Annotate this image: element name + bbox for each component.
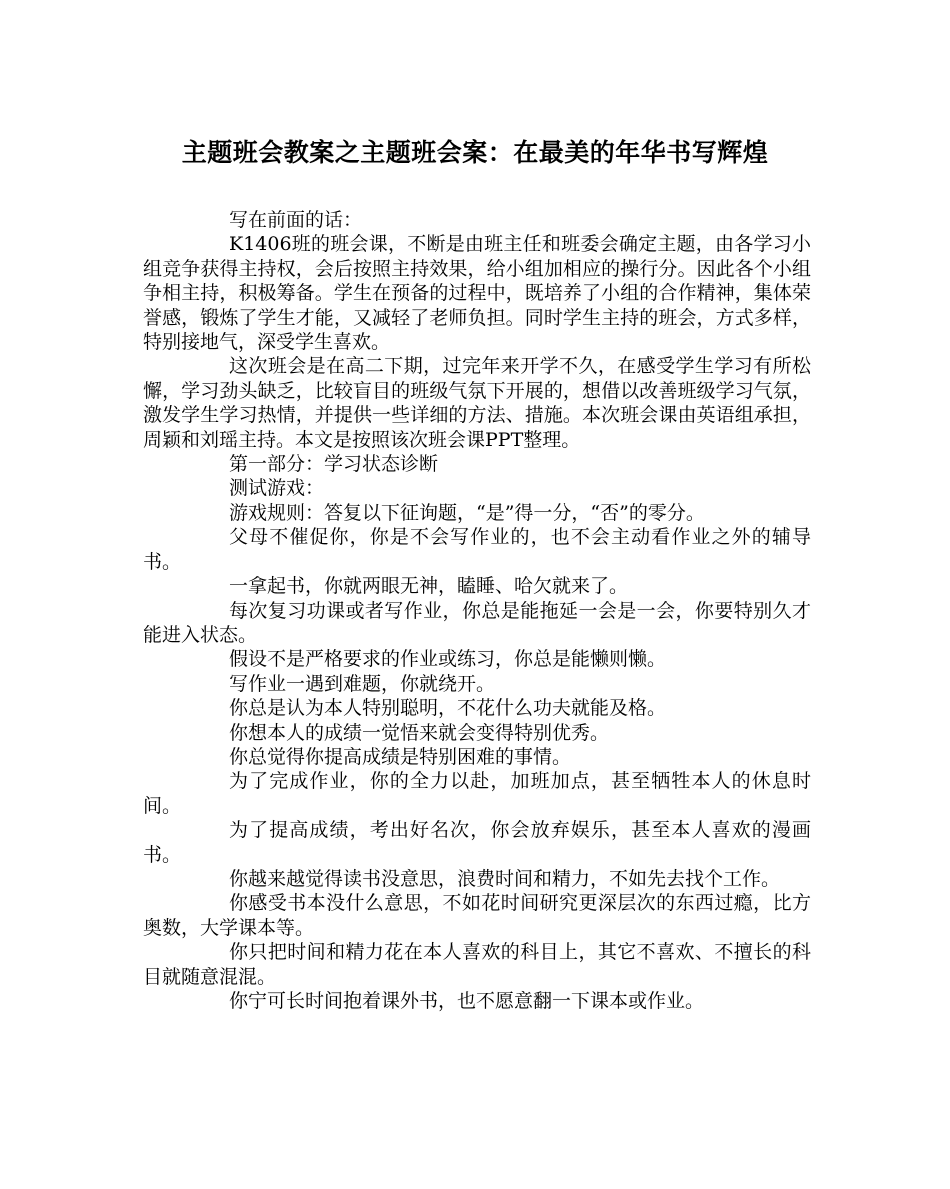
paragraph: 一拿起书，你就两眼无神，瞌睡、哈欠就来了。	[229, 575, 629, 598]
paragraph: 写在前面的话：	[229, 209, 363, 231]
paragraph: 为了提高成绩，考出好名次，你会放弃娱乐，甚至本人喜欢的漫画书。	[143, 819, 811, 866]
paragraph: 你想本人的成绩一觉悟来就会变得特别优秀。	[229, 721, 610, 744]
paragraph: 为了完成作业，你的全力以赴，加班加点，甚至牺牲本人的休息时间。	[143, 770, 811, 817]
paragraph: 你总觉得你提高成绩是特别困难的事情。	[229, 745, 572, 768]
paragraph: 你越来越觉得读书没意思，浪费时间和精力，不如先去找个工作。	[229, 867, 781, 890]
paragraph: 游戏规则：答复以下征询题，“是”得一分，“否”的零分。	[229, 501, 705, 524]
paragraph: 父母不催促你，你是不会写作业的，也不会主动看作业之外的辅导书。	[143, 526, 811, 573]
paragraph: 写作业一遇到难题，你就绕开。	[229, 672, 496, 695]
paragraph: 你只把时间和精力花在本人喜欢的科目上，其它不喜欢、不擅长的科目就随意混混。	[143, 941, 811, 988]
paragraph: 你总是认为本人特别聪明，不花什么功夫就能及格。	[229, 697, 667, 720]
paragraph: 假设不是严格要求的作业或练习，你总是能懒则懒。	[229, 648, 667, 671]
paragraph: 第一部分：学习状态诊断	[229, 453, 439, 476]
paragraph: 测试游戏：	[229, 477, 325, 500]
document-title: 主题班会教案之主题班会案：在最美的年华书写辉煌	[181, 138, 769, 167]
paragraph: 每次复习功课或者写作业，你总是能拖延一会是一会，你要特别久才能进入状态。	[143, 599, 811, 646]
paragraph: 这次班会是在高二下期，过完年来开学不久，在感受学生学习有所松懈，学习劲头缺乏，比较盲目的班级气氛下开展的，想借以改善班级学习气氛，激发学生学习热情，并提供一些详细的方法、措施。本次班会课由英语组承担，周颖和刘瑶主持。本文是按照该次班会课PPT整理。	[143, 355, 811, 451]
paragraph: K1406班的班会课，不断是由班主任和班委会确定主题，由各学习小组竞争获得主持权，会后按照主持效果，给小组加相应的操行分。因此各个小组争相主持，积极筹备。学生在预备的过程中，既培养了小组的合作精神，集体荣誉感，锻炼了学生才能，又减轻了老师负担。同时学生主持的班会，方式多样，特别接地气，深受学生喜欢。	[143, 233, 811, 354]
paragraph: 你宁可长时间抱着课外书，也不愿意翻一下课本或作业。	[229, 990, 705, 1012]
paragraph: 你感受书本没什么意思，不如花时间研究更深层次的东西过瘾，比方奥数，大学课本等。	[143, 892, 811, 939]
document-body	[143, 208, 811, 1013]
